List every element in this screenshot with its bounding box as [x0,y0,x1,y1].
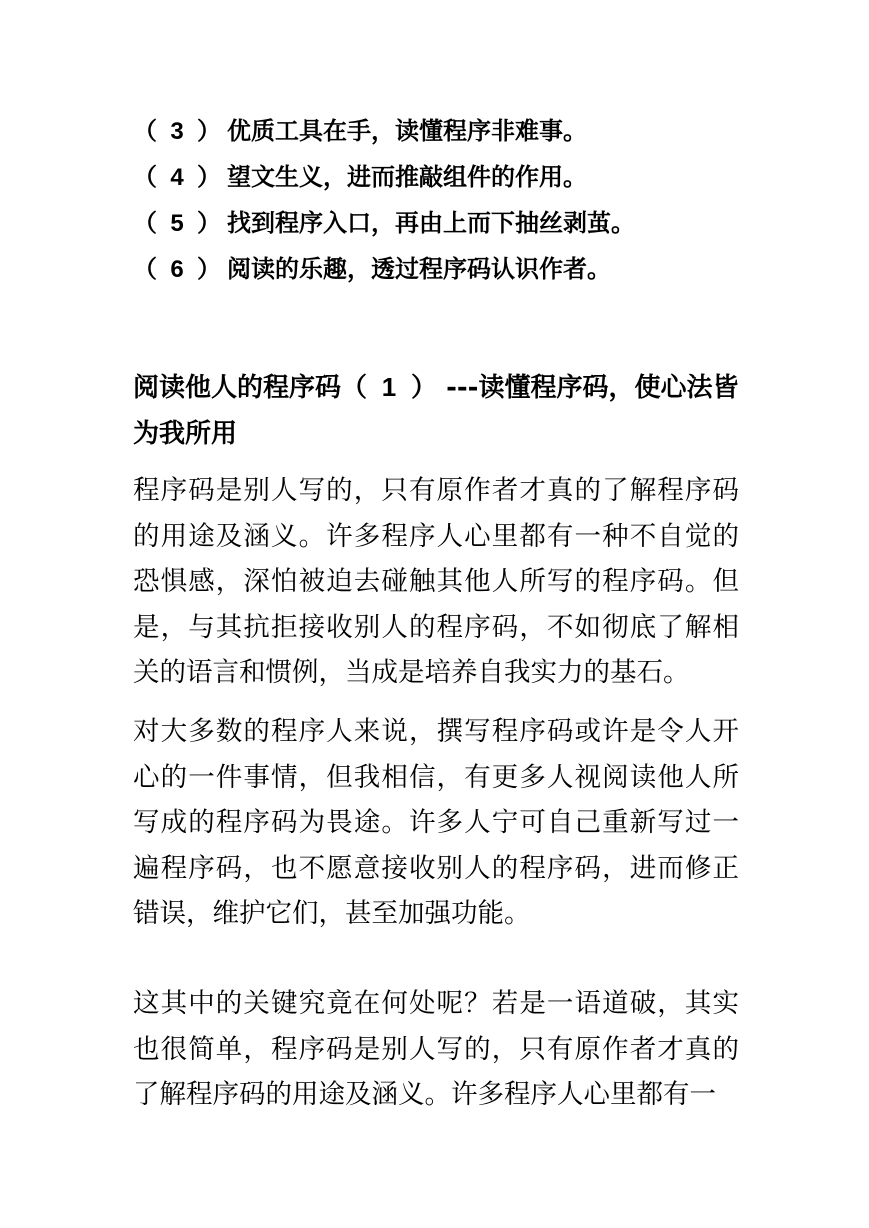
toc-title: 望文生义，进而推敲组件的作用。 [227,163,587,191]
toc-close-paren: ） [197,163,221,191]
section-heading [133,364,743,457]
paragraph-2: 对大多数的程序人来说，撰写程序码或许是令人开心的一件事情，但我相信，有更多人视阅读他人所写成的程序码为畏途。许多人宁可自己重新写过一遍程序码，也不愿意接收别人的程序码，进而修正错误，维护它们，甚至加强功能。 [133,716,739,929]
toc-item-6 [133,249,773,289]
toc-item-4 [133,157,773,197]
toc-open-paren: （ [133,117,157,145]
toc-title: 优质工具在手，读懂程序非难事。 [227,117,587,145]
toc-item-5 [133,203,773,243]
toc-title: 阅读的乐趣，透过程序码认识作者。 [227,255,611,283]
heading-prefix: 阅读他人的程序码（ [133,373,368,403]
toc-close-paren: ） [197,255,221,283]
toc-close-paren: ） [197,117,221,145]
toc-number: 3 [170,118,184,145]
toc-number: 4 [170,164,184,191]
heading-number: 1 [381,372,397,402]
toc-number: 6 [170,256,184,283]
toc-close-paren: ） [197,209,221,237]
toc-open-paren: （ [133,163,157,191]
paragraph-1: 程序码是别人写的，只有原作者才真的了解程序码的用途及涵义。许多程序人心里都有一种不自觉的恐惧感，深怕被迫去碰触其他人所写的程序码。但是，与其抗拒接收别人的程序码，不如彻底了解相关的语言和惯例，当成是培养自我实力的基石。 [133,475,739,688]
toc-number: 5 [170,210,184,237]
toc-open-paren: （ [133,255,157,283]
toc-item-3 [133,111,773,151]
paragraph-3: 这其中的关键究竟在何处呢？若是一语道破，其实也很简单，程序码是别人写的，只有原作者才真的了解程序码的用途及涵义。许多程序人心里都有一 [133,988,739,1110]
toc-open-paren: （ [133,209,157,237]
toc-title: 找到程序入口，再由上而下抽丝剥茧。 [227,209,635,237]
heading-suffix: ） ---读懂程序码，使心法皆为我所用 [133,373,739,449]
